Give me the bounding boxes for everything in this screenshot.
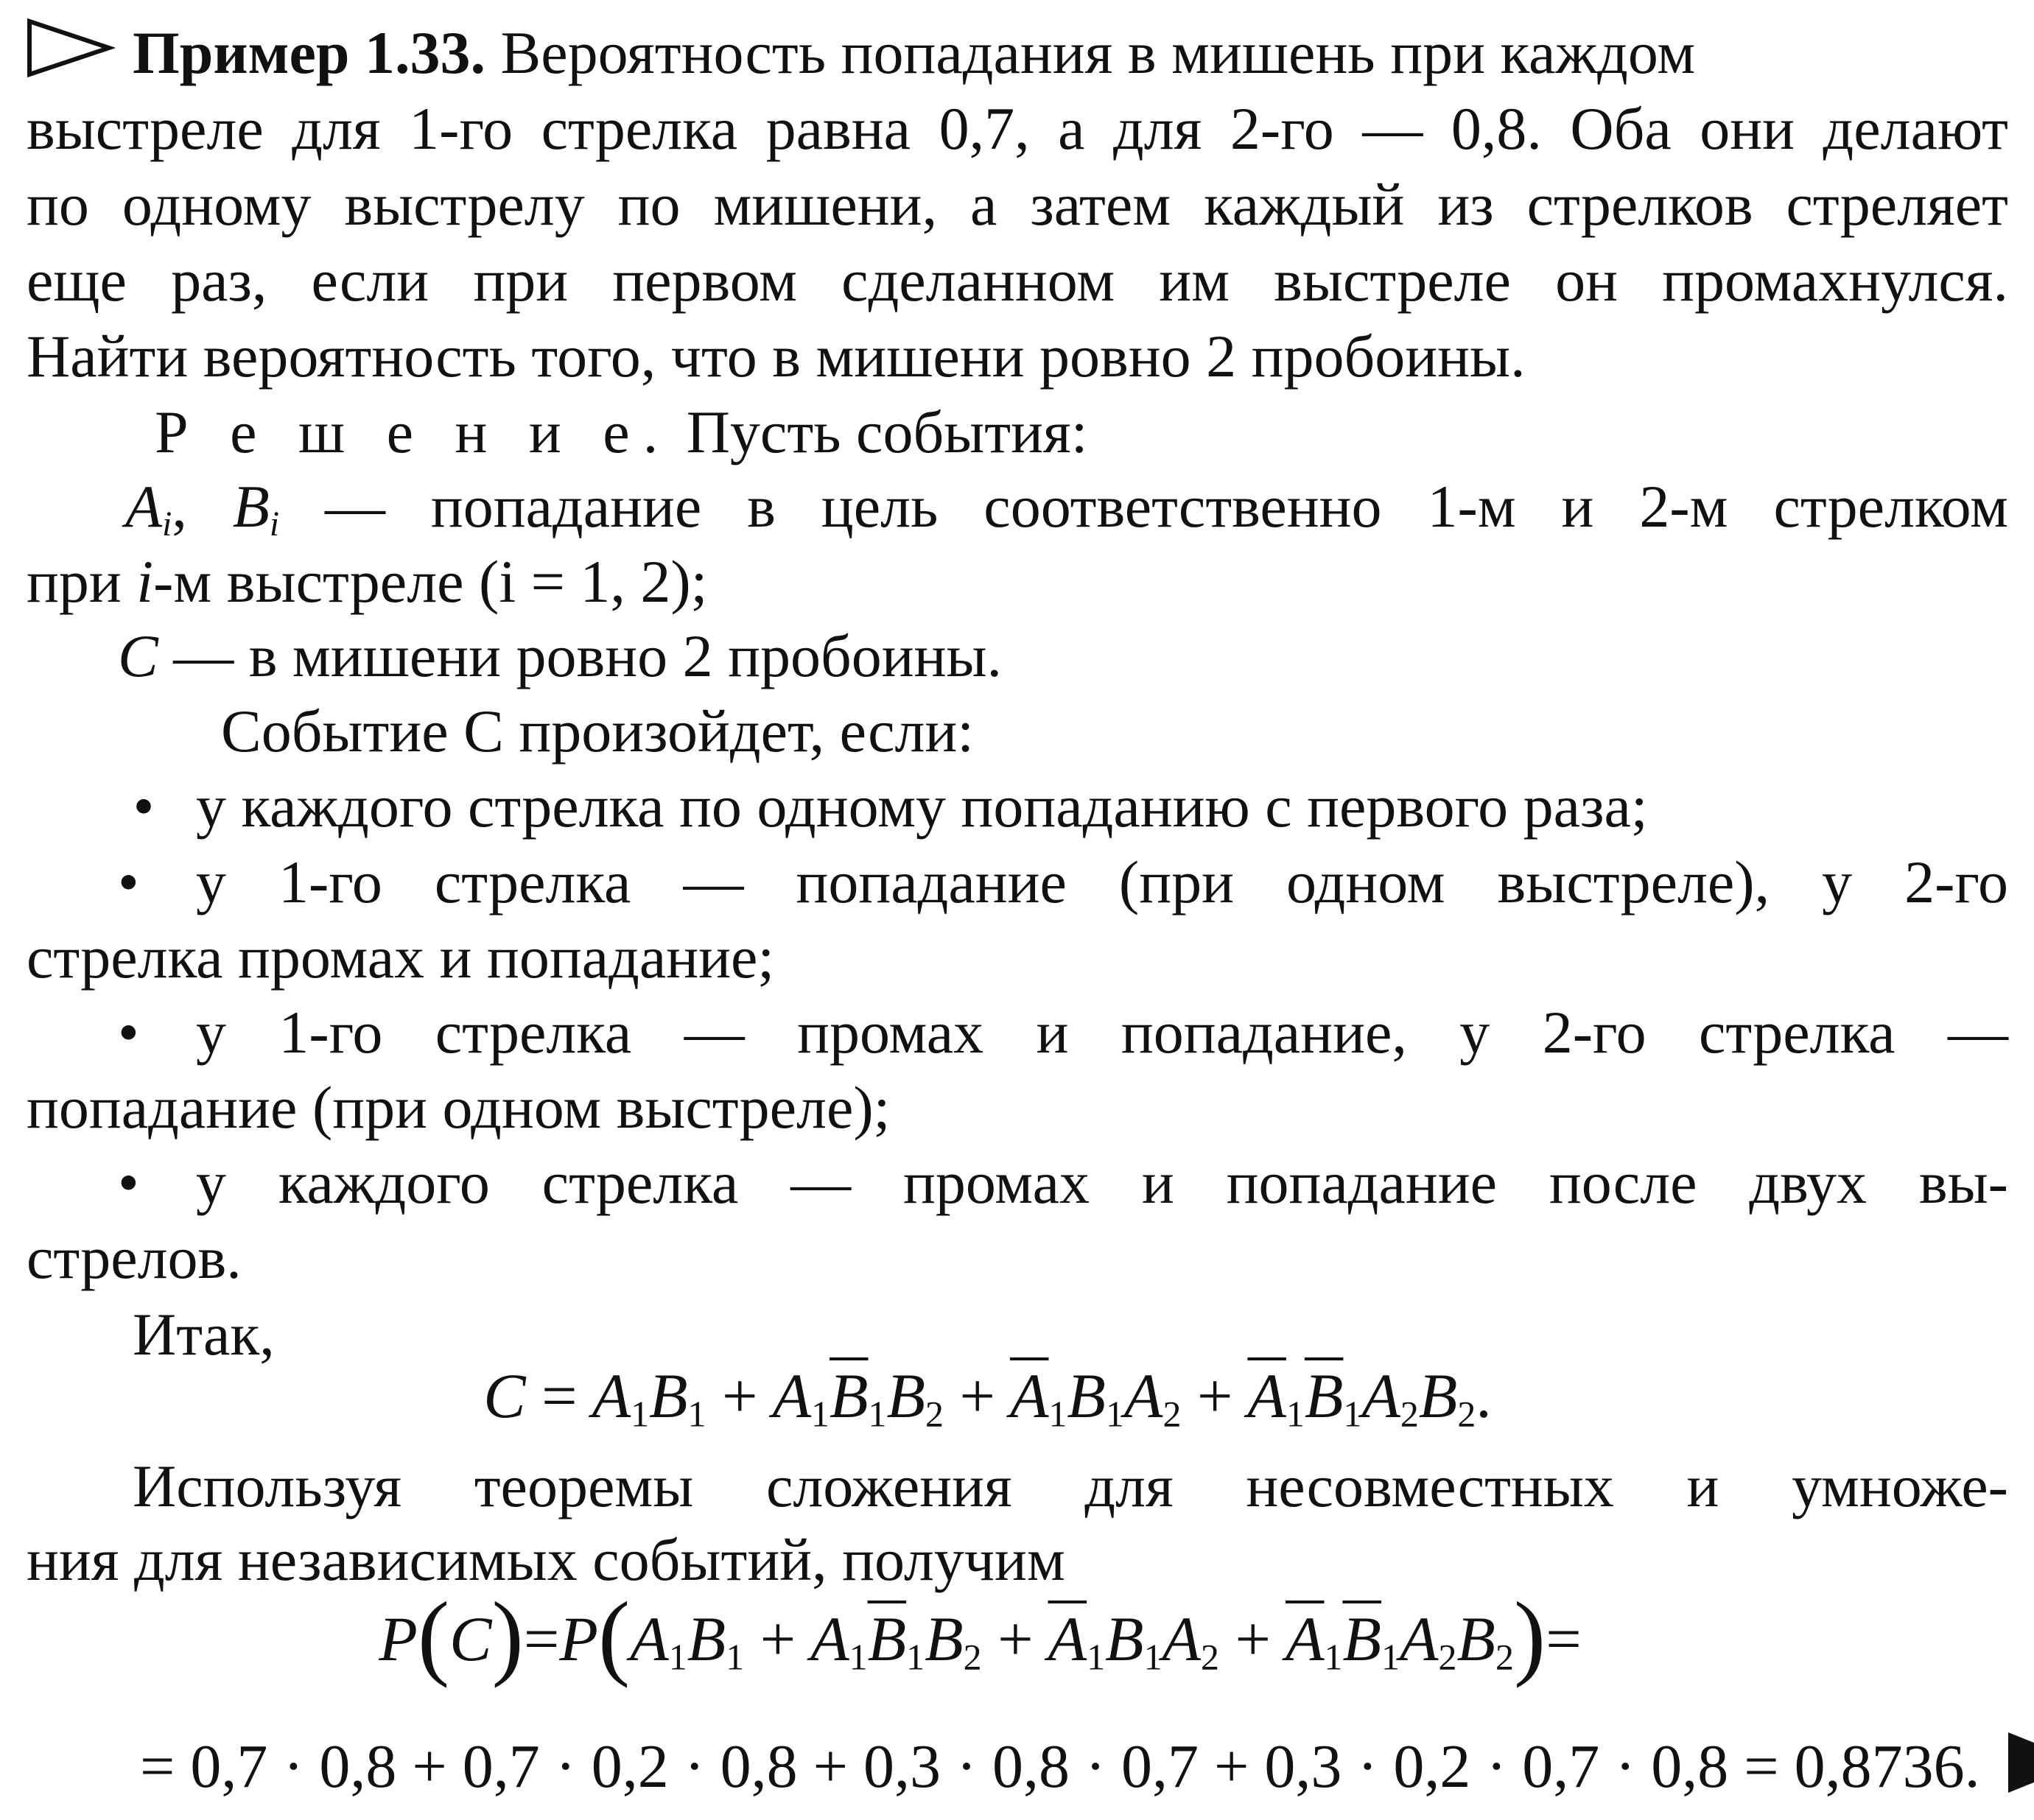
events-ab-continuation [27, 545, 2008, 619]
index-i-symbol: i [136, 548, 154, 615]
bullet-item-2 [118, 846, 2008, 919]
numeric-result-line [140, 1729, 2026, 1804]
occurs-line: Событие C произойдет, если: [221, 698, 975, 765]
example-label: Пример 1.33. [133, 19, 485, 86]
formula-c: $C = A_1B_1 + A_1\overline{B}_1B_2 + \overline{A}_1B_1A_2 + \overline{A}_1\overline{B}_1A_2B_2$. [483, 1360, 1492, 1435]
example-line-2: выстреле для 1-го стрелка равна 0,7, а для 2-го — 0,8. Оба они делают [27, 95, 2008, 162]
event-c-line [118, 619, 1960, 693]
example-line-3: по одному выстрелу по мишени, а затем каждый из стрелков стреляет [27, 171, 2008, 238]
events-ab-cont-post: -м выстреле (i = 1, 2); [153, 548, 708, 615]
event-a-symbol: $A_i$ [125, 473, 172, 544]
events-ab-separator: , [172, 473, 187, 540]
bullet-dot: • [133, 773, 155, 840]
bullet-item-4 [118, 1146, 2008, 1220]
bullet-dot: • [118, 999, 139, 1066]
example-end-triangle-icon [2005, 1729, 2034, 1796]
bullet-text-3: у 1-го стрелка — промах и попадание, у 2-го стрелка — [196, 999, 2008, 1066]
event-b-symbol: $B_i$ [232, 473, 280, 544]
formula-pc: $P(C)=P(A_1B_1 + A_1\overline{B}_1B_2 + \overline{A}_1B_1A_2 + \overline{A}_1\overline{B}_1A_2B_2)=$ [379, 1583, 1582, 1689]
bullet-item-2-continuation: стрелка промах и попадание; [27, 924, 775, 991]
solution-intro [155, 396, 1996, 469]
example-start-triangle-icon [27, 18, 115, 77]
numeric-result: = 0,7 · 0,8 + 0,7 · 0,2 · 0,8 + 0,3 · 0,8 · 0,7 + 0,3 · 0,2 · 0,7 · 0,8 = 0,8736. [140, 1732, 1980, 1801]
theorem-line: Используя теоремы сложения для несовместных и умноже- [133, 1452, 2008, 1519]
bullet-item-3 [118, 996, 2008, 1069]
bullet-text-2: у 1-го стрелка — попадание (при одном выстреле), у 2-го [196, 848, 2008, 916]
bullet-dot: • [118, 1149, 139, 1216]
bullet-item-1 [118, 770, 2004, 843]
bullet-text-1: у каждого стрелка по одному попаданию с первого раза; [196, 773, 1648, 840]
event-c-symbol: C [118, 622, 158, 689]
event-c-text: — в мишени ровно 2 пробоины. [173, 622, 1003, 689]
events-ab-text: — попадание в цель соответственно 1-м и 2-м стрелком [324, 473, 2009, 540]
theorem-continuation: ния для независимых событий, получим [27, 1526, 1065, 1593]
example-line-1 [27, 16, 2008, 90]
example-line-4: еще раз, если при первом сделанном им выстреле он промахнулся. [27, 247, 2008, 314]
solution-intro-text: Пусть события: [686, 398, 1088, 465]
solution-label: Р е ш е н и е. [155, 398, 672, 465]
example-line-5: Найти вероятность того, что в мишени ровно 2 пробоины. [27, 323, 1526, 390]
bullet-dot: • [118, 848, 139, 916]
bullet-item-3-continuation: попадание (при одном выстреле); [27, 1074, 891, 1141]
example-text-1: Вероятность попадания в мишень при каждом [500, 19, 1696, 86]
itak-line: Итак, [133, 1301, 275, 1368]
events-ab-cont-pre: при [27, 548, 122, 615]
bullet-item-4-continuation: стрелов. [27, 1224, 242, 1291]
bullet-text-4: у каждого стрелка — промах и попадание после двух вы- [196, 1149, 2008, 1216]
